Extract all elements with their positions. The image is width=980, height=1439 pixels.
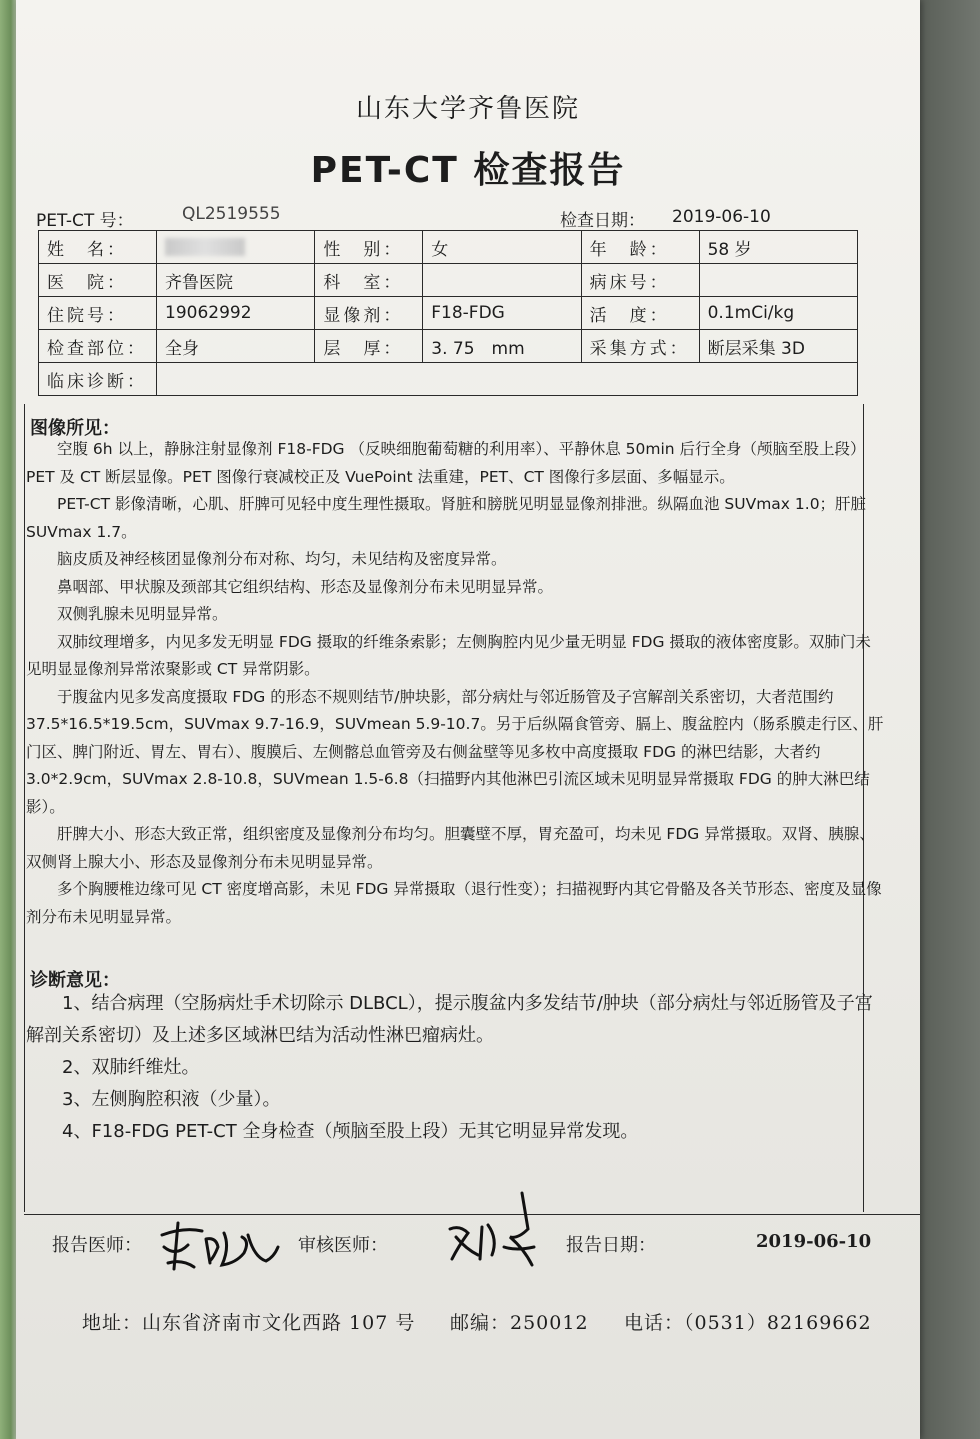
dept-value bbox=[423, 264, 581, 297]
name-value bbox=[157, 231, 315, 264]
report-title: PET-CT 检查报告 bbox=[310, 150, 626, 191]
exam-date-label: 检查日期： bbox=[560, 211, 645, 231]
footer-phone: 电话：（0531）82169662 bbox=[624, 1312, 872, 1334]
bed-value bbox=[699, 264, 857, 297]
site-value: 全身 bbox=[157, 330, 315, 363]
hospital-name: 山东大学齐鲁医院 bbox=[355, 94, 580, 124]
footer-postcode: 邮编：250012 bbox=[450, 1312, 589, 1334]
findings-paragraph: 肝脾大小、形态大致正常，组织密度及显像剂分布均匀。胆囊壁不厚，胃充盈可，均未见 FDG 异常摄取。双肾、胰腺、双侧肾上腺大小、形态及显像剂分布未见明显异常。 bbox=[26, 825, 875, 871]
age-label: 年 龄： bbox=[581, 231, 699, 264]
diagnosis-text bbox=[26, 988, 886, 1148]
findings-paragraph: 鼻咽部、甲状腺及颈部其它组织结构、形态及显像剂分布未见明显异常。 bbox=[57, 577, 554, 596]
exam-date: 2019-06-10 bbox=[672, 207, 771, 227]
reporter-label: 报告医师： bbox=[52, 1235, 142, 1256]
findings-paragraph: 脑皮质及神经核团显像剂分布对称、均匀，未见结构及密度异常。 bbox=[57, 550, 507, 568]
table-row bbox=[39, 330, 858, 363]
report-date-label: 报告日期： bbox=[566, 1235, 656, 1256]
hospital-value: 齐鲁医院 bbox=[157, 264, 315, 297]
inpatient-value: 19062992 bbox=[157, 297, 315, 330]
sex-value: 女 bbox=[423, 231, 581, 264]
petct-label: PET-CT 号： bbox=[36, 211, 134, 231]
thickness-value: 3. 75 mm bbox=[423, 330, 581, 363]
findings-paragraph: 双肺纹理增多，内见多发无明显 FDG 摄取的纤维条索影；左侧胸腔内见少量无明显 FDG 摄取的液体密度影。双肺门未见明显显像剂异常浓聚影或 CT 异常阴影。 bbox=[26, 632, 871, 678]
clinical-value bbox=[157, 363, 858, 396]
signature-row bbox=[24, 1214, 920, 1277]
findings-paragraph: 多个胸腰椎边缘可见 CT 密度增高影，未见 FDG 异常摄取（退行性变）；扫描视野内其它骨骼及各关节形态、密度及显像剂分布未见明显异常。 bbox=[26, 880, 882, 926]
age-value: 58 岁 bbox=[699, 231, 857, 264]
footer-address: 地址：山东省济南市文化西路 107 号 bbox=[82, 1312, 416, 1334]
reviewer-label: 审核医师： bbox=[298, 1235, 388, 1256]
table-row bbox=[39, 363, 858, 396]
patient-info-table bbox=[38, 230, 858, 396]
petct-number: QL2519555 bbox=[182, 204, 281, 224]
inpatient-label: 住院号： bbox=[39, 297, 157, 330]
findings-paragraph: 于腹盆内见多发高度摄取 FDG 的形态不规则结节/肿块影，部分病灶与邻近肠管及子宫解剖关系密切，大者范围约 37.5*16.5*19.5cm，SUVmax 9.7-16.9，SUVmean 5.9-10.7。另于后纵隔食管旁、膈上、腹盆腔内（肠系膜走行区、肝门区、脾门附近、胃左、胃右）、腹膜后、左侧髂总血管旁及右侧盆壁等见多枚中高度摄取 FDG 的淋巴结影，大者约 3.0*2.9cm，SUVmax 2.8-10.8，SUVmean 1.5-6.8（扫描野内其他淋巴引流区域未见明显异常摄取 FDG 的肿大淋巴结影）。 bbox=[26, 687, 884, 816]
diagnosis-item: 4、F18-FDG PET-CT 全身检查（颅脑至股上段）无其它明显异常发现。 bbox=[62, 1121, 639, 1142]
meta-row bbox=[36, 204, 856, 232]
dept-label: 科 室： bbox=[315, 264, 423, 297]
mode-label: 采集方式： bbox=[581, 330, 699, 363]
activity-value: 0.1mCi/kg bbox=[699, 297, 857, 330]
sex-label: 性 别： bbox=[315, 231, 423, 264]
diagnosis-item: 3、左侧胸腔积液（少量）。 bbox=[62, 1089, 281, 1110]
bed-label: 病床号： bbox=[581, 264, 699, 297]
tracer-label: 显像剂： bbox=[315, 297, 423, 330]
diagnosis-heading: 诊断意见： bbox=[30, 970, 120, 991]
findings-paragraph: 空腹 6h 以上，静脉注射显像剂 F18-FDG （反映细胞葡萄糖的利用率）、平静休息 50min 后行全身（颅脑至股上段）PET 及 CT 断层显像。PET 图像行衰减校正及 VuePoint 法重建，PET、CT 图像行多层面、多幅显示。 bbox=[26, 440, 866, 486]
background-shadow bbox=[920, 0, 980, 1439]
reviewer-signature bbox=[438, 1189, 548, 1275]
reporter-signature bbox=[154, 1217, 284, 1277]
name-label: 姓 名： bbox=[39, 231, 157, 264]
diagnosis-item: 2、双肺纤维灶。 bbox=[62, 1057, 200, 1078]
findings-heading: 图像所见： bbox=[30, 418, 120, 439]
clinical-label: 临床诊断： bbox=[39, 363, 157, 396]
table-row bbox=[39, 264, 858, 297]
findings-text bbox=[26, 436, 886, 931]
report-sheet bbox=[16, 0, 920, 1439]
mode-value: 断层采集 3D bbox=[699, 330, 857, 363]
findings-paragraph: 双侧乳腺未见明显异常。 bbox=[57, 605, 228, 623]
site-label: 检查部位： bbox=[39, 330, 157, 363]
findings-paragraph: PET-CT 影像清晰，心肌、肝脾可见轻中度生理性摄取。肾脏和膀胱见明显显像剂排泄。纵隔血池 SUVmax 1.0；肝脏 SUVmax 1.7。 bbox=[26, 495, 867, 541]
table-row bbox=[39, 297, 858, 330]
thickness-label: 层 厚： bbox=[315, 330, 423, 363]
report-date: 2019-06-10 bbox=[756, 1231, 872, 1252]
tracer-value: F18-FDG bbox=[423, 297, 581, 330]
hospital-label: 医 院： bbox=[39, 264, 157, 297]
diagnosis-item: 1、结合病理（空肠病灶手术切除示 DLBCL），提示腹盆内多发结节/肿块（部分病灶与邻近肠管及子宫解剖关系密切）及上述多区域淋巴结为活动性淋巴瘤病灶。 bbox=[26, 993, 873, 1046]
table-row bbox=[39, 231, 858, 264]
redacted-name bbox=[165, 238, 245, 256]
activity-label: 活 度： bbox=[581, 297, 699, 330]
